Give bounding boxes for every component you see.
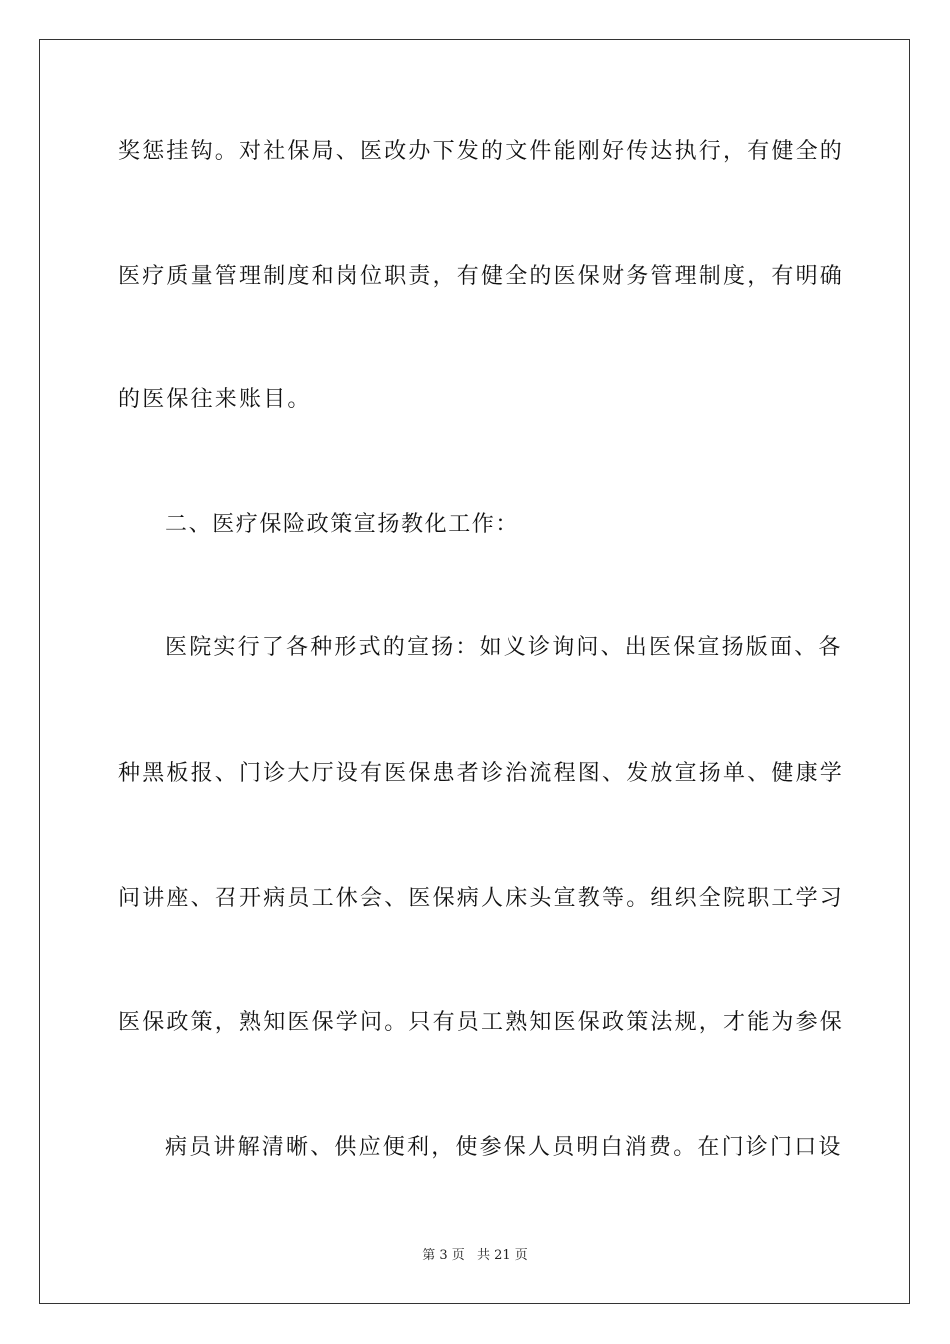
body-text-line: 医保政策，熟知医保学问。只有员工熟知医保政策法规，才能为参保	[118, 1010, 845, 1035]
body-text-line: 种黑板报、门诊大厅设有医保患者诊治流程图、发放宣扬单、健康学	[118, 761, 845, 786]
body-text-line: 的医保往来账目。	[118, 387, 312, 412]
body-text-line: 医疗质量管理制度和岗位职责，有健全的医保财务管理制度，有明确	[118, 264, 845, 289]
body-text-line: 奖惩挂钩。对社保局、医改办下发的文件能刚好传达执行，有健全的	[118, 139, 845, 164]
page-footer	[0, 1247, 950, 1265]
page-frame	[39, 39, 910, 1304]
body-text-line: 病员讲解清晰、供应便利，使参保人员明白消费。在门诊门口设	[165, 1135, 843, 1160]
body-text-line: 医院实行了各种形式的宣扬：如义诊询问、出医保宣扬版面、各	[165, 635, 843, 660]
body-text-line: 问讲座、召开病员工休会、医保病人床头宣教等。组织全院职工学习	[118, 886, 845, 911]
page-number: 第 3 页	[422, 1248, 465, 1263]
section-heading: 二、医疗保险政策宣扬教化工作：	[165, 512, 520, 537]
total-pages: 共 21 页	[476, 1248, 528, 1263]
